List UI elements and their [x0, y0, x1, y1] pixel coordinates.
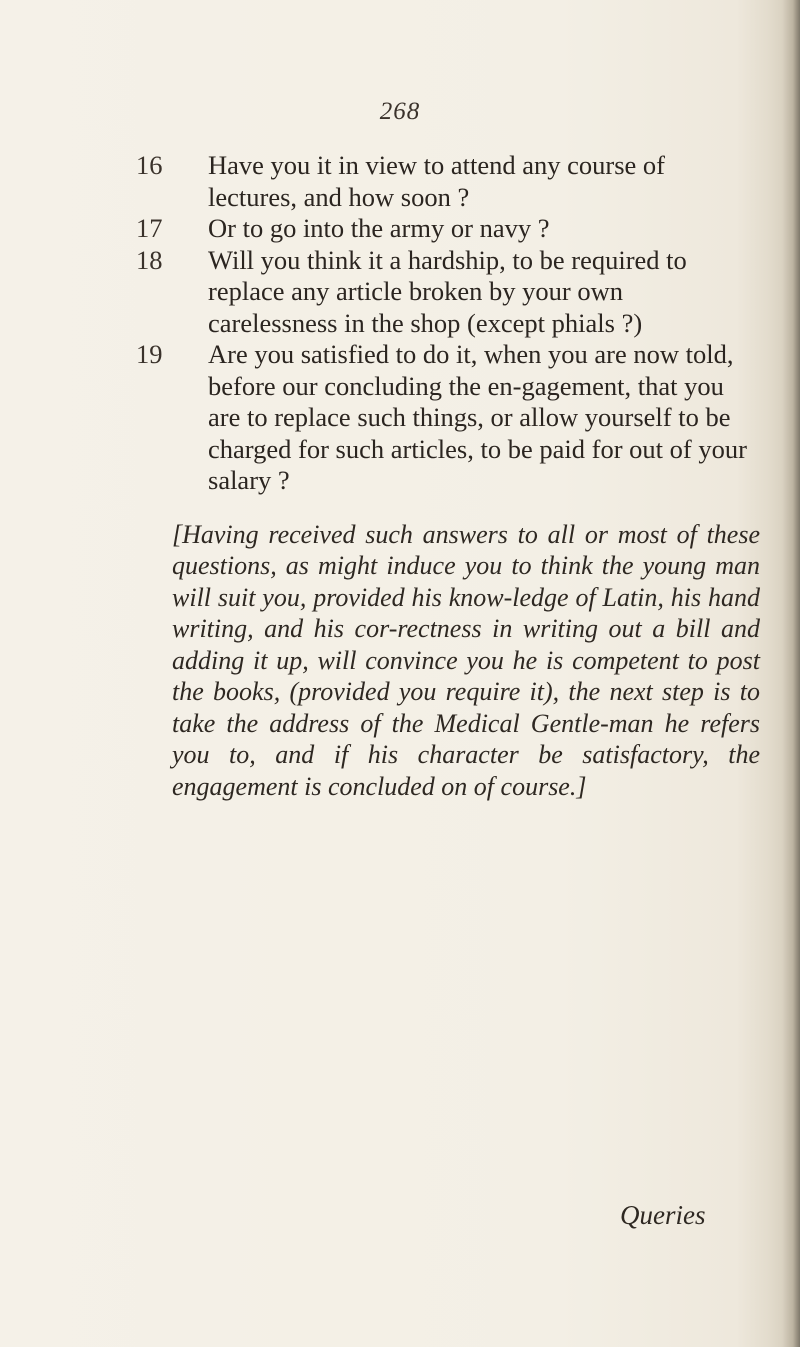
question-item	[136, 245, 756, 340]
page-edge-shadow	[782, 0, 800, 1347]
page-content	[136, 150, 760, 802]
question-number: 19	[136, 339, 163, 369]
question-text: Or to go into the army or navy ?	[208, 213, 550, 243]
question-number: 18	[136, 244, 163, 275]
question-text: Will you think it a hardship, to be required to replace any article broken by your own carelessness in the shop (except phials ?)	[208, 244, 687, 338]
editorial-note: [Having received such answers to all or most of these questions, as might induce you to think the young man will suit you, provided his know-ledge of Latin, his hand writing, and his cor-rectness in writing out a bill and adding it up, will convince you he is competent to post the books, (provided you require it), the next step is to take the address of the Medical Gentle-man he refers you to, and if his character be satisfactory, the engagement is concluded on of course.]	[172, 519, 760, 801]
catchword: Queries	[620, 1200, 706, 1230]
question-text: Are you satisfied to do it, when you are now told, before our concluding the en-gagement, that you are to replace such things, or allow yourself to be charged for such articles, to be paid for out of your salary ?	[208, 339, 747, 495]
question-number: 16	[136, 150, 163, 180]
question-item	[136, 213, 756, 245]
question-text: Have you it in view to attend any course of lectures, and how soon ?	[208, 150, 665, 212]
page-number: 268	[379, 98, 421, 125]
question-number: 17	[136, 213, 163, 243]
question-item	[136, 150, 756, 213]
question-item	[136, 339, 756, 497]
